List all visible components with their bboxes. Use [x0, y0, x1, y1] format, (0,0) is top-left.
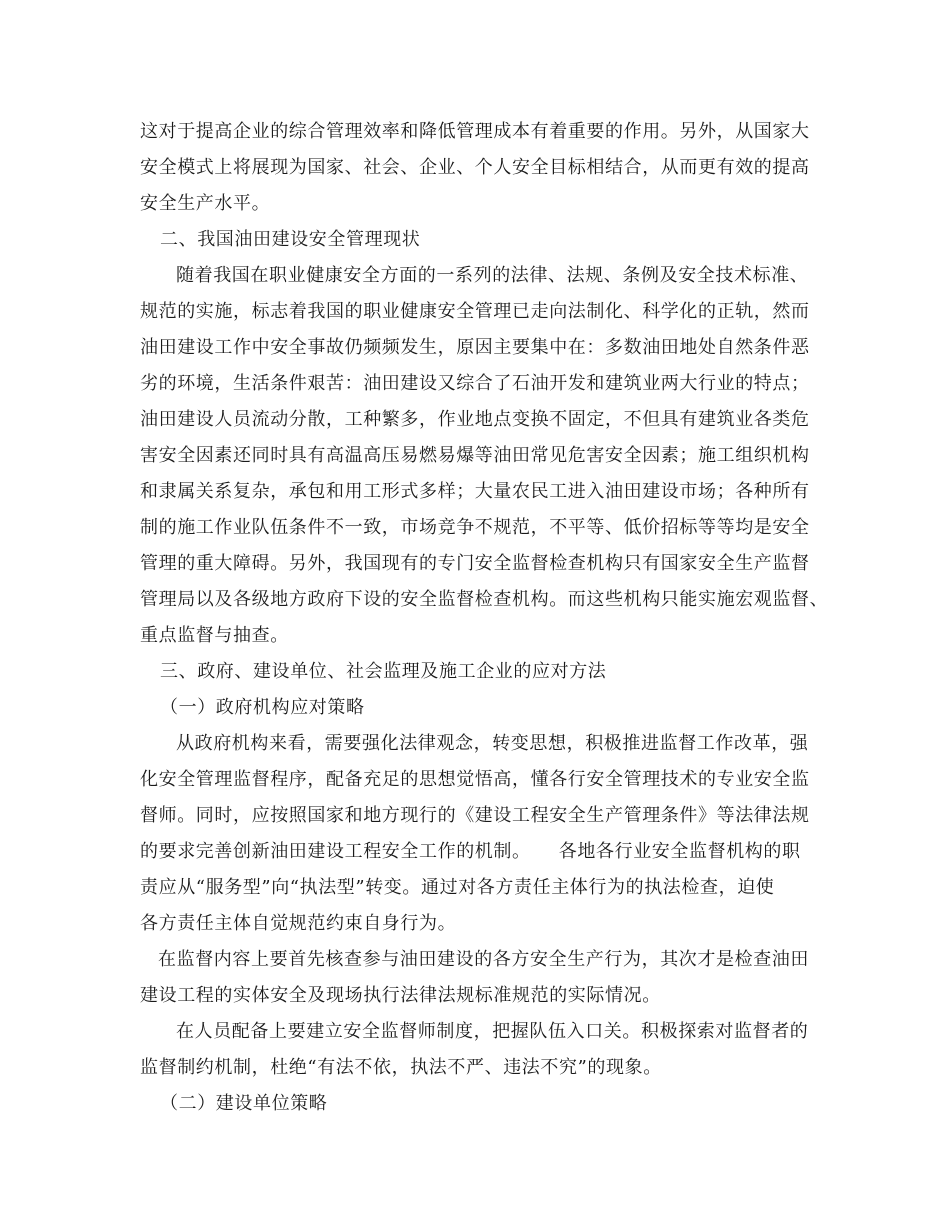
text-line: 化安全管理监督程序，配备充足的思想觉悟高，懂各行安全管理技术的专业安全监: [140, 769, 810, 790]
text-line: 在监督内容上要首先核查参与油田建设的各方安全生产行为，其次才是检查油田: [158, 949, 809, 970]
text-line: 在人员配备上要建立安全监督师制度，把握队伍入口关。积极探索对监督者的: [176, 1021, 809, 1042]
text-line: 安全生产水平。: [140, 193, 271, 214]
text-line: 和隶属关系复杂，承包和用工形式多样；大量农民工进入油田建设市场；各种所有: [140, 481, 810, 502]
section-heading: 三、政府、建设单位、社会监理及施工企业的应对方法: [160, 661, 607, 682]
text-line: 规范的实施，标志着我国的职业健康安全管理已走向法制化、科学化的正轨，然而: [140, 301, 810, 322]
text-line: 重点监督与抽查。: [140, 625, 289, 646]
text-line: 从政府机构来看，需要强化法律观念，转变思想，积极推进监督工作改革，强: [176, 733, 809, 754]
text-line: 安全模式上将展现为国家、社会、企业、个人安全目标相结合，从而更有效的提高: [140, 157, 810, 178]
text-line: 油田建设工作中安全事故仍频频发生，原因主要集中在：多数油田地处自然条件恶: [140, 337, 810, 358]
text-line: 油田建设人员流动分散，工种繁多，作业地点变换不固定，不但具有建筑业各类危: [140, 409, 810, 430]
subsection-heading: （一）政府机构应对策略: [160, 697, 365, 718]
section-heading: 二、我国油田建设安全管理现状: [160, 229, 421, 250]
text-line: 管理的重大障碍。另外，我国现有的专门安全监督检查机构只有国家安全生产监督: [140, 553, 810, 574]
text-line: 劣的环境，生活条件艰苦：油田建设又综合了石油开发和建筑业两大行业的特点；: [140, 373, 810, 394]
text-line: 制的施工作业队伍条件不一致，市场竞争不规范，不平等、低价招标等等均是安全: [140, 517, 810, 538]
text-line: 责应从“服务型”向“执法型”转变。通过对各方责任主体行为的执法检查，迫使: [140, 877, 775, 898]
text-line: 督师。同时，应按照国家和地方现行的《建设工程安全生产管理条件》等法律法规: [140, 805, 810, 826]
text-line: 管理局以及各级地方政府下设的安全监督检查机构。而这些机构只能实施宏观监督、: [140, 589, 829, 610]
text-line: 这对于提高企业的综合管理效率和降低管理成本有着重要的作用。另外，从国家大: [140, 121, 810, 142]
text-line: 建设工程的实体安全及现场执行法律法规标准规范的实际情况。: [140, 985, 661, 1006]
text-line: 害安全因素还同时具有高温高压易燃易爆等油田常见危害安全因素；施工组织机构: [140, 445, 810, 466]
subsection-heading: （二）建设单位策略: [160, 1093, 328, 1114]
text-line: 的要求完善创新油田建设工程安全工作的机制。 各地各行业安全监督机构的职: [140, 841, 801, 862]
text-line: 监督制约机制，杜绝“有法不依，执法不严、违法不究”的现象。: [140, 1057, 662, 1078]
text-line: 各方责任主体自觉规范约束自身行为。: [140, 913, 457, 934]
text-line: 随着我国在职业健康安全方面的一系列的法律、法规、条例及安全技术标准、: [176, 265, 809, 286]
